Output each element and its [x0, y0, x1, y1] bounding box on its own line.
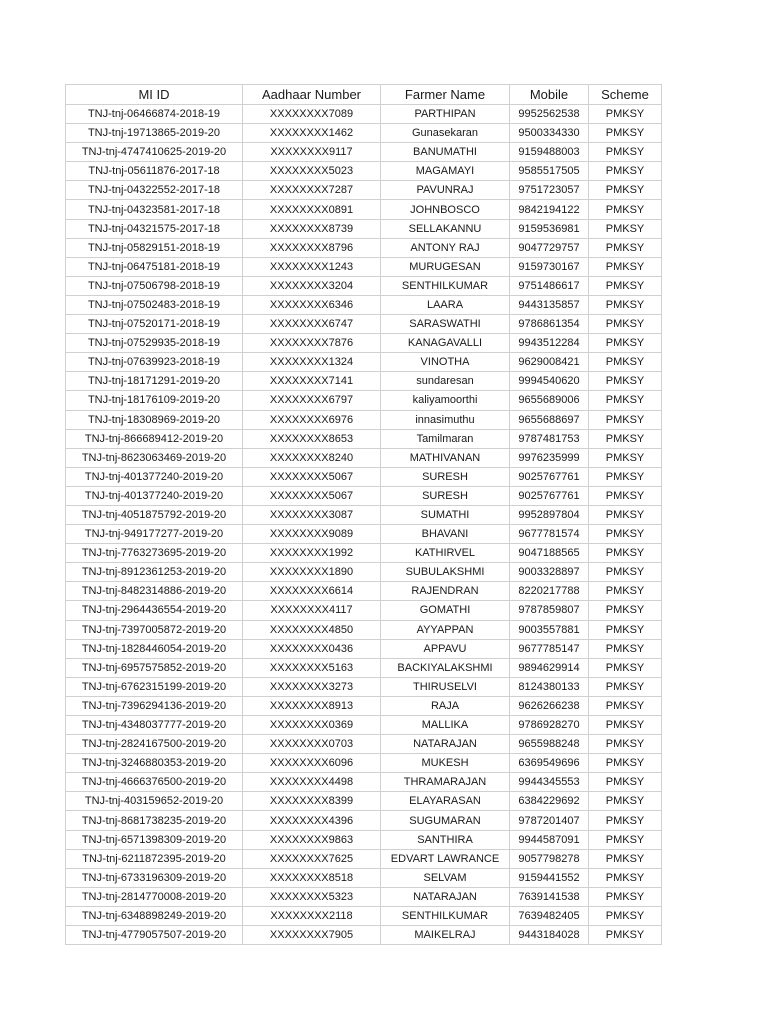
cell-mi-id: TNJ-tnj-06466874-2018-19	[66, 105, 243, 124]
cell-scheme: PMKSY	[589, 811, 662, 830]
cell-mobile: 9585517505	[510, 162, 589, 181]
cell-aadhaar-number: XXXXXXXX4850	[243, 620, 381, 639]
cell-scheme: PMKSY	[589, 448, 662, 467]
cell-scheme: PMKSY	[589, 276, 662, 295]
cell-scheme: PMKSY	[589, 773, 662, 792]
cell-scheme: PMKSY	[589, 124, 662, 143]
cell-mi-id: TNJ-tnj-6733196309-2019-20	[66, 868, 243, 887]
cell-aadhaar-number: XXXXXXXX4117	[243, 601, 381, 620]
cell-scheme: PMKSY	[589, 219, 662, 238]
table-row	[66, 792, 662, 811]
table-row	[66, 773, 662, 792]
cell-aadhaar-number: XXXXXXXX7287	[243, 181, 381, 200]
cell-mobile: 9629008421	[510, 353, 589, 372]
cell-farmer-name: SENTHILKUMAR	[381, 276, 510, 295]
cell-scheme: PMKSY	[589, 582, 662, 601]
cell-scheme: PMKSY	[589, 906, 662, 925]
cell-mobile: 9894629914	[510, 658, 589, 677]
table-row	[66, 716, 662, 735]
cell-mi-id: TNJ-tnj-18176109-2019-20	[66, 391, 243, 410]
cell-scheme: PMKSY	[589, 677, 662, 696]
cell-scheme: PMKSY	[589, 143, 662, 162]
table-row	[66, 372, 662, 391]
cell-scheme: PMKSY	[589, 238, 662, 257]
cell-aadhaar-number: XXXXXXXX8399	[243, 792, 381, 811]
table-row	[66, 467, 662, 486]
cell-scheme: PMKSY	[589, 868, 662, 887]
cell-scheme: PMKSY	[589, 162, 662, 181]
cell-farmer-name: RAJA	[381, 696, 510, 715]
header-mobile: Mobile	[510, 85, 589, 105]
cell-scheme: PMKSY	[589, 486, 662, 505]
table-row	[66, 887, 662, 906]
cell-mi-id: TNJ-tnj-19713865-2019-20	[66, 124, 243, 143]
cell-scheme: PMKSY	[589, 830, 662, 849]
header-aadhaar-number: Aadhaar Number	[243, 85, 381, 105]
cell-aadhaar-number: XXXXXXXX2118	[243, 906, 381, 925]
table-row	[66, 276, 662, 295]
cell-mi-id: TNJ-tnj-401377240-2019-20	[66, 467, 243, 486]
table-row	[66, 295, 662, 314]
table-row	[66, 525, 662, 544]
cell-farmer-name: EDVART LAWRANCE	[381, 849, 510, 868]
cell-mi-id: TNJ-tnj-866689412-2019-20	[66, 429, 243, 448]
table-row	[66, 353, 662, 372]
cell-mobile: 9047188565	[510, 544, 589, 563]
cell-aadhaar-number: XXXXXXXX9863	[243, 830, 381, 849]
cell-farmer-name: KANAGAVALLI	[381, 334, 510, 353]
cell-mobile: 9952897804	[510, 505, 589, 524]
cell-aadhaar-number: XXXXXXXX3087	[243, 505, 381, 524]
cell-farmer-name: ELAYARASAN	[381, 792, 510, 811]
cell-scheme: PMKSY	[589, 181, 662, 200]
table-row	[66, 124, 662, 143]
table-row	[66, 601, 662, 620]
cell-mi-id: TNJ-tnj-04322552-2017-18	[66, 181, 243, 200]
cell-aadhaar-number: XXXXXXXX1324	[243, 353, 381, 372]
table-row	[66, 219, 662, 238]
table-row	[66, 544, 662, 563]
table-row	[66, 582, 662, 601]
cell-aadhaar-number: XXXXXXXX5323	[243, 887, 381, 906]
cell-farmer-name: BHAVANI	[381, 525, 510, 544]
cell-mobile: 9786861354	[510, 315, 589, 334]
cell-farmer-name: MAGAMAYI	[381, 162, 510, 181]
cell-aadhaar-number: XXXXXXXX6096	[243, 754, 381, 773]
cell-mi-id: TNJ-tnj-4348037777-2019-20	[66, 716, 243, 735]
cell-mi-id: TNJ-tnj-8681738235-2019-20	[66, 811, 243, 830]
cell-mi-id: TNJ-tnj-07520171-2018-19	[66, 315, 243, 334]
cell-scheme: PMKSY	[589, 792, 662, 811]
cell-scheme: PMKSY	[589, 735, 662, 754]
cell-farmer-name: NATARAJAN	[381, 735, 510, 754]
cell-mi-id: TNJ-tnj-6957575852-2019-20	[66, 658, 243, 677]
header-scheme: Scheme	[589, 85, 662, 105]
cell-aadhaar-number: XXXXXXXX0436	[243, 639, 381, 658]
header-row	[66, 85, 662, 105]
cell-mi-id: TNJ-tnj-05829151-2018-19	[66, 238, 243, 257]
cell-scheme: PMKSY	[589, 315, 662, 334]
table-body	[66, 105, 662, 945]
cell-scheme: PMKSY	[589, 334, 662, 353]
cell-mi-id: TNJ-tnj-2814770008-2019-20	[66, 887, 243, 906]
cell-aadhaar-number: XXXXXXXX5067	[243, 486, 381, 505]
cell-aadhaar-number: XXXXXXXX9089	[243, 525, 381, 544]
cell-farmer-name: AYYAPPAN	[381, 620, 510, 639]
cell-scheme: PMKSY	[589, 601, 662, 620]
cell-mi-id: TNJ-tnj-05611876-2017-18	[66, 162, 243, 181]
cell-farmer-name: SUGUMARAN	[381, 811, 510, 830]
cell-aadhaar-number: XXXXXXXX1890	[243, 563, 381, 582]
cell-mi-id: TNJ-tnj-7396294136-2019-20	[66, 696, 243, 715]
cell-farmer-name: innasimuthu	[381, 410, 510, 429]
cell-aadhaar-number: XXXXXXXX5163	[243, 658, 381, 677]
cell-farmer-name: SANTHIRA	[381, 830, 510, 849]
cell-mobile: 9787201407	[510, 811, 589, 830]
cell-mobile: 9025767761	[510, 467, 589, 486]
cell-mobile: 9003328897	[510, 563, 589, 582]
cell-scheme: PMKSY	[589, 658, 662, 677]
cell-mi-id: TNJ-tnj-8912361253-2019-20	[66, 563, 243, 582]
cell-farmer-name: MAIKELRAJ	[381, 926, 510, 945]
cell-farmer-name: kaliyamoorthi	[381, 391, 510, 410]
cell-mi-id: TNJ-tnj-18308969-2019-20	[66, 410, 243, 429]
cell-scheme: PMKSY	[589, 295, 662, 314]
cell-farmer-name: APPAVU	[381, 639, 510, 658]
cell-farmer-name: KATHIRVEL	[381, 544, 510, 563]
cell-mobile: 9500334330	[510, 124, 589, 143]
cell-aadhaar-number: XXXXXXXX5023	[243, 162, 381, 181]
cell-mobile: 9003557881	[510, 620, 589, 639]
table-row	[66, 105, 662, 124]
cell-scheme: PMKSY	[589, 620, 662, 639]
table-row	[66, 754, 662, 773]
cell-farmer-name: VINOTHA	[381, 353, 510, 372]
cell-farmer-name: THRAMARAJAN	[381, 773, 510, 792]
cell-aadhaar-number: XXXXXXXX5067	[243, 467, 381, 486]
cell-farmer-name: SARASWATHI	[381, 315, 510, 334]
cell-mobile: 9787481753	[510, 429, 589, 448]
table-row	[66, 429, 662, 448]
cell-farmer-name: MUKESH	[381, 754, 510, 773]
cell-mi-id: TNJ-tnj-07506798-2018-19	[66, 276, 243, 295]
cell-mobile: 9751723057	[510, 181, 589, 200]
cell-scheme: PMKSY	[589, 391, 662, 410]
cell-mobile: 9025767761	[510, 486, 589, 505]
cell-farmer-name: SUBULAKSHMI	[381, 563, 510, 582]
cell-mi-id: TNJ-tnj-18171291-2019-20	[66, 372, 243, 391]
cell-aadhaar-number: XXXXXXXX8518	[243, 868, 381, 887]
cell-aadhaar-number: XXXXXXXX0703	[243, 735, 381, 754]
cell-scheme: PMKSY	[589, 505, 662, 524]
cell-mobile: 9159536981	[510, 219, 589, 238]
cell-mi-id: TNJ-tnj-8482314886-2019-20	[66, 582, 243, 601]
cell-scheme: PMKSY	[589, 525, 662, 544]
table-row	[66, 811, 662, 830]
table-row	[66, 505, 662, 524]
cell-aadhaar-number: XXXXXXXX6976	[243, 410, 381, 429]
cell-aadhaar-number: XXXXXXXX4498	[243, 773, 381, 792]
cell-scheme: PMKSY	[589, 429, 662, 448]
cell-mobile: 9751486617	[510, 276, 589, 295]
cell-aadhaar-number: XXXXXXXX6346	[243, 295, 381, 314]
cell-farmer-name: JOHNBOSCO	[381, 200, 510, 219]
cell-aadhaar-number: XXXXXXXX0369	[243, 716, 381, 735]
table-row	[66, 563, 662, 582]
cell-mobile: 6369549696	[510, 754, 589, 773]
table-row	[66, 448, 662, 467]
cell-mobile: 9952562538	[510, 105, 589, 124]
cell-scheme: PMKSY	[589, 926, 662, 945]
cell-mi-id: TNJ-tnj-4051875792-2019-20	[66, 505, 243, 524]
cell-aadhaar-number: XXXXXXXX7876	[243, 334, 381, 353]
cell-aadhaar-number: XXXXXXXX7625	[243, 849, 381, 868]
cell-mobile: 9677785147	[510, 639, 589, 658]
cell-aadhaar-number: XXXXXXXX8653	[243, 429, 381, 448]
cell-scheme: PMKSY	[589, 716, 662, 735]
cell-aadhaar-number: XXXXXXXX1243	[243, 257, 381, 276]
cell-mobile: 9786928270	[510, 716, 589, 735]
cell-scheme: PMKSY	[589, 353, 662, 372]
table-row	[66, 238, 662, 257]
cell-farmer-name: SURESH	[381, 486, 510, 505]
cell-aadhaar-number: XXXXXXXX3204	[243, 276, 381, 295]
cell-mi-id: TNJ-tnj-6211872395-2019-20	[66, 849, 243, 868]
cell-farmer-name: ANTONY RAJ	[381, 238, 510, 257]
cell-farmer-name: THIRUSELVI	[381, 677, 510, 696]
cell-mobile: 8220217788	[510, 582, 589, 601]
table-row	[66, 677, 662, 696]
table-row	[66, 620, 662, 639]
cell-farmer-name: RAJENDRAN	[381, 582, 510, 601]
cell-farmer-name: PARTHIPAN	[381, 105, 510, 124]
cell-mobile: 9655688697	[510, 410, 589, 429]
table-header	[66, 85, 662, 105]
cell-mobile: 9159441552	[510, 868, 589, 887]
table-row	[66, 334, 662, 353]
table-row	[66, 391, 662, 410]
table-row	[66, 830, 662, 849]
cell-aadhaar-number: XXXXXXXX1462	[243, 124, 381, 143]
cell-scheme: PMKSY	[589, 257, 662, 276]
cell-mobile: 8124380133	[510, 677, 589, 696]
cell-mobile: 9655988248	[510, 735, 589, 754]
table-row	[66, 868, 662, 887]
cell-mobile: 9655689006	[510, 391, 589, 410]
cell-scheme: PMKSY	[589, 467, 662, 486]
cell-mobile: 9443184028	[510, 926, 589, 945]
table-row	[66, 639, 662, 658]
cell-mobile: 7639141538	[510, 887, 589, 906]
table-row	[66, 735, 662, 754]
cell-farmer-name: SELVAM	[381, 868, 510, 887]
header-farmer-name: Farmer Name	[381, 85, 510, 105]
cell-aadhaar-number: XXXXXXXX7141	[243, 372, 381, 391]
cell-aadhaar-number: XXXXXXXX8796	[243, 238, 381, 257]
cell-mi-id: TNJ-tnj-8623063469-2019-20	[66, 448, 243, 467]
table-row	[66, 200, 662, 219]
cell-scheme: PMKSY	[589, 200, 662, 219]
cell-mi-id: TNJ-tnj-2824167500-2019-20	[66, 735, 243, 754]
cell-farmer-name: Gunasekaran	[381, 124, 510, 143]
cell-mi-id: TNJ-tnj-04323581-2017-18	[66, 200, 243, 219]
cell-farmer-name: MATHIVANAN	[381, 448, 510, 467]
cell-aadhaar-number: XXXXXXXX7089	[243, 105, 381, 124]
cell-farmer-name: BANUMATHI	[381, 143, 510, 162]
cell-aadhaar-number: XXXXXXXX7905	[243, 926, 381, 945]
cell-scheme: PMKSY	[589, 849, 662, 868]
cell-farmer-name: BACKIYALAKSHMI	[381, 658, 510, 677]
table-row	[66, 143, 662, 162]
cell-mobile: 9626266238	[510, 696, 589, 715]
cell-farmer-name: MALLIKA	[381, 716, 510, 735]
cell-aadhaar-number: XXXXXXXX8739	[243, 219, 381, 238]
table-row	[66, 257, 662, 276]
cell-mi-id: TNJ-tnj-6762315199-2019-20	[66, 677, 243, 696]
cell-mobile: 9842194122	[510, 200, 589, 219]
table-row	[66, 315, 662, 334]
header-mi-id: MI ID	[66, 85, 243, 105]
cell-mi-id: TNJ-tnj-07502483-2018-19	[66, 295, 243, 314]
cell-farmer-name: SELLAKANNU	[381, 219, 510, 238]
table-row	[66, 696, 662, 715]
cell-mobile: 9443135857	[510, 295, 589, 314]
cell-mi-id: TNJ-tnj-3246880353-2019-20	[66, 754, 243, 773]
cell-mobile: 9944587091	[510, 830, 589, 849]
cell-scheme: PMKSY	[589, 544, 662, 563]
table-row	[66, 906, 662, 925]
table-row	[66, 162, 662, 181]
cell-farmer-name: GOMATHI	[381, 601, 510, 620]
cell-scheme: PMKSY	[589, 105, 662, 124]
cell-aadhaar-number: XXXXXXXX9117	[243, 143, 381, 162]
cell-mobile: 9944345553	[510, 773, 589, 792]
table-row	[66, 486, 662, 505]
cell-farmer-name: sundaresan	[381, 372, 510, 391]
cell-mobile: 9677781574	[510, 525, 589, 544]
cell-farmer-name: NATARAJAN	[381, 887, 510, 906]
farmer-table	[65, 84, 662, 945]
cell-mi-id: TNJ-tnj-4666376500-2019-20	[66, 773, 243, 792]
cell-mi-id: TNJ-tnj-6571398309-2019-20	[66, 830, 243, 849]
cell-mi-id: TNJ-tnj-4779057507-2019-20	[66, 926, 243, 945]
cell-aadhaar-number: XXXXXXXX6747	[243, 315, 381, 334]
cell-farmer-name: MURUGESAN	[381, 257, 510, 276]
cell-mobile: 9057798278	[510, 849, 589, 868]
cell-mi-id: TNJ-tnj-1828446054-2019-20	[66, 639, 243, 658]
cell-mobile: 9943512284	[510, 334, 589, 353]
cell-mi-id: TNJ-tnj-07639923-2018-19	[66, 353, 243, 372]
cell-aadhaar-number: XXXXXXXX0891	[243, 200, 381, 219]
cell-farmer-name: LAARA	[381, 295, 510, 314]
cell-mi-id: TNJ-tnj-06475181-2018-19	[66, 257, 243, 276]
cell-aadhaar-number: XXXXXXXX4396	[243, 811, 381, 830]
cell-aadhaar-number: XXXXXXXX6797	[243, 391, 381, 410]
cell-aadhaar-number: XXXXXXXX3273	[243, 677, 381, 696]
table-row	[66, 926, 662, 945]
cell-aadhaar-number: XXXXXXXX6614	[243, 582, 381, 601]
cell-mi-id: TNJ-tnj-07529935-2018-19	[66, 334, 243, 353]
cell-mi-id: TNJ-tnj-6348898249-2019-20	[66, 906, 243, 925]
cell-aadhaar-number: XXXXXXXX8913	[243, 696, 381, 715]
cell-mi-id: TNJ-tnj-4747410625-2019-20	[66, 143, 243, 162]
cell-mobile: 9047729757	[510, 238, 589, 257]
cell-scheme: PMKSY	[589, 410, 662, 429]
cell-aadhaar-number: XXXXXXXX8240	[243, 448, 381, 467]
cell-farmer-name: PAVUNRAJ	[381, 181, 510, 200]
cell-scheme: PMKSY	[589, 639, 662, 658]
cell-mi-id: TNJ-tnj-7397005872-2019-20	[66, 620, 243, 639]
cell-farmer-name: SURESH	[381, 467, 510, 486]
table-row	[66, 410, 662, 429]
cell-mi-id: TNJ-tnj-401377240-2019-20	[66, 486, 243, 505]
table-row	[66, 849, 662, 868]
table-row	[66, 658, 662, 677]
cell-scheme: PMKSY	[589, 696, 662, 715]
cell-mi-id: TNJ-tnj-04321575-2017-18	[66, 219, 243, 238]
cell-farmer-name: Tamilmaran	[381, 429, 510, 448]
cell-mi-id: TNJ-tnj-2964436554-2019-20	[66, 601, 243, 620]
cell-mobile: 9787859807	[510, 601, 589, 620]
cell-scheme: PMKSY	[589, 372, 662, 391]
cell-farmer-name: SENTHILKUMAR	[381, 906, 510, 925]
cell-mobile: 7639482405	[510, 906, 589, 925]
cell-mobile: 6384229692	[510, 792, 589, 811]
cell-mi-id: TNJ-tnj-949177277-2019-20	[66, 525, 243, 544]
cell-scheme: PMKSY	[589, 563, 662, 582]
cell-mobile: 9994540620	[510, 372, 589, 391]
cell-scheme: PMKSY	[589, 887, 662, 906]
cell-mi-id: TNJ-tnj-7763273695-2019-20	[66, 544, 243, 563]
cell-mi-id: TNJ-tnj-403159652-2019-20	[66, 792, 243, 811]
cell-mobile: 9159730167	[510, 257, 589, 276]
cell-aadhaar-number: XXXXXXXX1992	[243, 544, 381, 563]
cell-mobile: 9159488003	[510, 143, 589, 162]
cell-mobile: 9976235999	[510, 448, 589, 467]
cell-farmer-name: SUMATHI	[381, 505, 510, 524]
cell-scheme: PMKSY	[589, 754, 662, 773]
table-row	[66, 181, 662, 200]
